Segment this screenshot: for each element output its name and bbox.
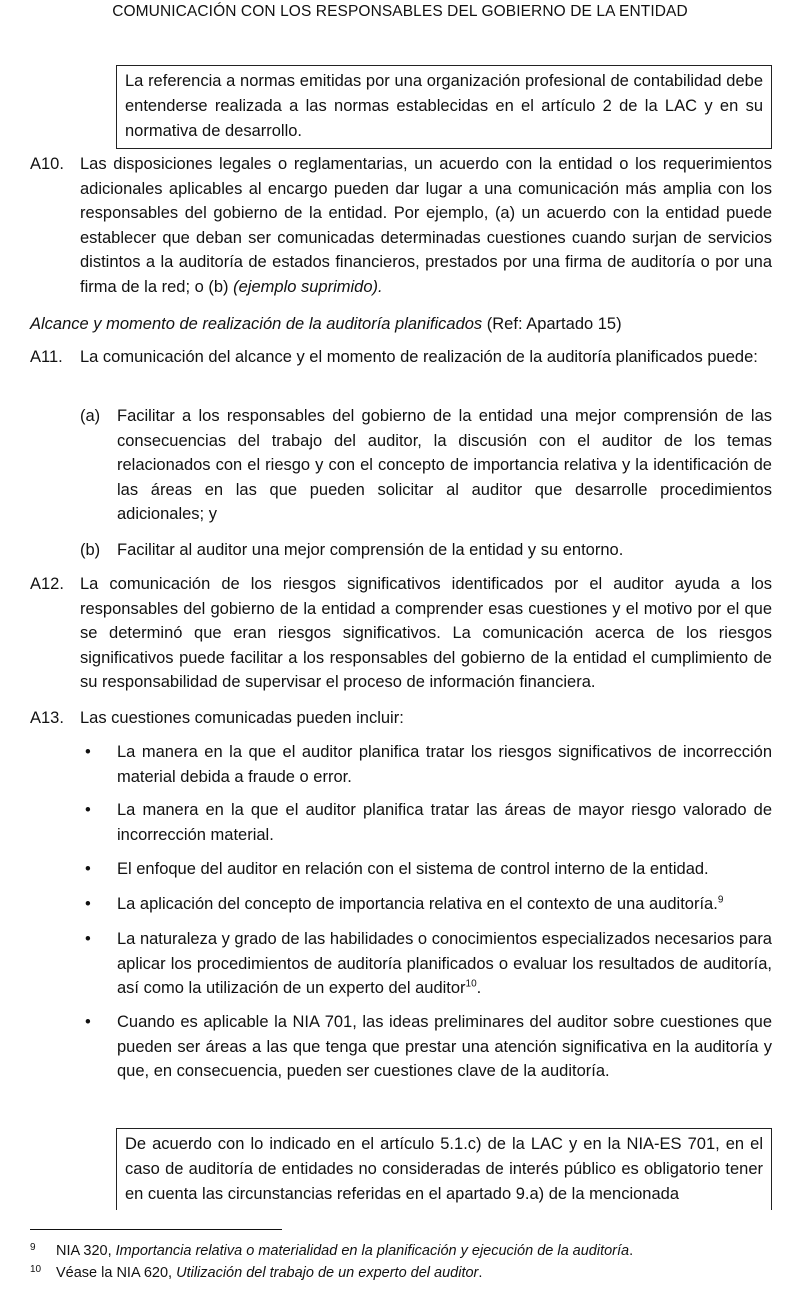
footnote-9 [30,1241,772,1261]
bullet-item [80,857,772,882]
section-heading [30,312,772,337]
footnote-end: . [478,1265,483,1281]
footnote-end: . [629,1243,634,1259]
footnote-number: 9 [30,1242,36,1253]
list-item-label: (a) [80,407,101,425]
paragraph-number: A13. [30,709,64,727]
spanish-note-box: La referencia a normas emitidas por una organización profesional de contabilidad debe entenderse realizada a las normas establecidas en el artículo 2 de la LAC y en su normativa de desarrollo. [116,65,772,149]
paragraph-a13 [30,706,772,731]
bullet-text: Cuando es aplicable la NIA 701, las ideas preliminares del auditor sobre cuestiones que pueden ser áreas a las que tenga que prestar una atención significativa en la auditoría y que, en consecuencia, pueden ser cuestiones clave de la auditoría. [117,1013,772,1080]
heading-italic: Alcance y momento de realización de la auditoría planificados [30,315,483,333]
heading-ref: (Ref: Apartado 15) [482,315,622,333]
paragraph-text: Las disposiciones legales o reglamentarias, un acuerdo con la entidad o los requerimientos adicionales aplicables al encargo pueden dar lugar a una comunicación más amplia con los responsables del gobierno de la entidad. Por ejemplo, (a) un acuerdo con la entidad puede establecer que deban ser comunicadas determinadas cuestiones cuando surjan de servicios distintos a la auditoría de estados financieros, prestados por una firma de auditoría o por una firma de la red; o (b) [80,155,772,296]
bullet-icon: • [85,1013,91,1031]
list-item-a [80,404,772,527]
bullet-item [80,740,772,789]
bullet-icon: • [85,860,91,878]
bullet-text: La naturaleza y grado de las habilidades o conocimientos especializados necesarios para aplicar los procedimientos de auditoría planificados o evaluar los resultados de auditoría, así como la utilización de un experto del auditor [117,930,772,997]
paragraph-number: A10. [30,155,64,173]
footnote-divider [30,1229,282,1230]
list-item-text: Facilitar a los responsables del gobierno de la entidad una mejor comprensión de las consecuencias del trabajo del auditor, la discusión con el auditor de los temas relacionados con el riesgo y con el concepto de importancia relativa y la identificación de las áreas en las que pueden solicitar al auditor que desarrolle procedimientos adicionales; y [117,407,772,523]
footnote-number: 10 [30,1264,42,1275]
bullet-item [80,892,772,917]
footnote-text: Véase la NIA 620, [56,1265,177,1281]
bullet-text: La aplicación del concepto de importancia relativa en el contexto de una auditoría. [117,895,718,913]
bullet-text: El enfoque del auditor en relación con el sistema de control interno de la entidad. [117,860,709,878]
list-item-b [80,538,772,563]
bullet-item [80,1010,772,1084]
spanish-note-box: De acuerdo con lo indicado en el artículo 5.1.c) de la LAC y en la NIA-ES 701, en el caso de auditoría de entidades no consideradas de interés público es obligatorio tener en cuenta las circunstancias referidas en el apartado 9.a) de la mencionada [116,1128,772,1210]
bullet-item [80,798,772,847]
bullet-icon: • [85,930,91,948]
footnote-title: Importancia relativa o materialidad en la planificación y ejecución de la auditoría [115,1243,630,1259]
page-header: COMUNICACIÓN CON LOS RESPONSABLES DEL GOBIERNO DE LA ENTIDAD [112,3,688,20]
list-item-text: Facilitar al auditor una mejor comprensión de la entidad y su entorno. [117,541,624,559]
paragraph-italic-text: (ejemplo suprimido). [233,277,383,296]
bullet-text: La manera en la que el auditor planifica tratar los riesgos significativos de incorrección material debida a fraude o error. [117,743,772,786]
paragraph-a10 [30,152,772,299]
paragraph-text: La comunicación de los riesgos significativos identificados por el auditor ayuda a los responsables del gobierno de la entidad a comprender esas cuestiones y el motivo por el que se determinó que eran riesgos significativos. La comunicación acerca de los riesgos significativos puede facilitar a los responsables del gobierno de la entidad el cumplimiento de su responsabilidad de supervisar el proceso de información financiera. [80,575,772,691]
paragraph-text: La comunicación del alcance y el momento de realización de la auditoría planificados puede: [80,348,758,366]
bullet-icon: • [85,743,91,761]
paragraph-a12 [30,572,772,695]
bullet-text-end: . [476,979,482,997]
list-item-label: (b) [80,541,101,559]
bullet-icon: • [85,895,91,913]
bullet-icon: • [85,801,91,819]
bullet-text: La manera en la que el auditor planifica tratar las áreas de mayor riesgo valorado de incorrección material. [117,801,772,844]
paragraph-a11 [30,345,772,370]
bullet-item [80,927,772,1001]
footnote-ref: 9 [717,894,724,906]
paragraph-number: A11. [30,348,63,366]
paragraph-number: A12. [30,575,64,593]
footnote-text: NIA 320, [56,1243,116,1259]
footnote-10 [30,1263,772,1283]
footnote-ref: 10 [465,978,477,990]
paragraph-text: Las cuestiones comunicadas pueden incluir: [80,709,404,727]
footnote-title: Utilización del trabajo de un experto del auditor [176,1265,479,1281]
